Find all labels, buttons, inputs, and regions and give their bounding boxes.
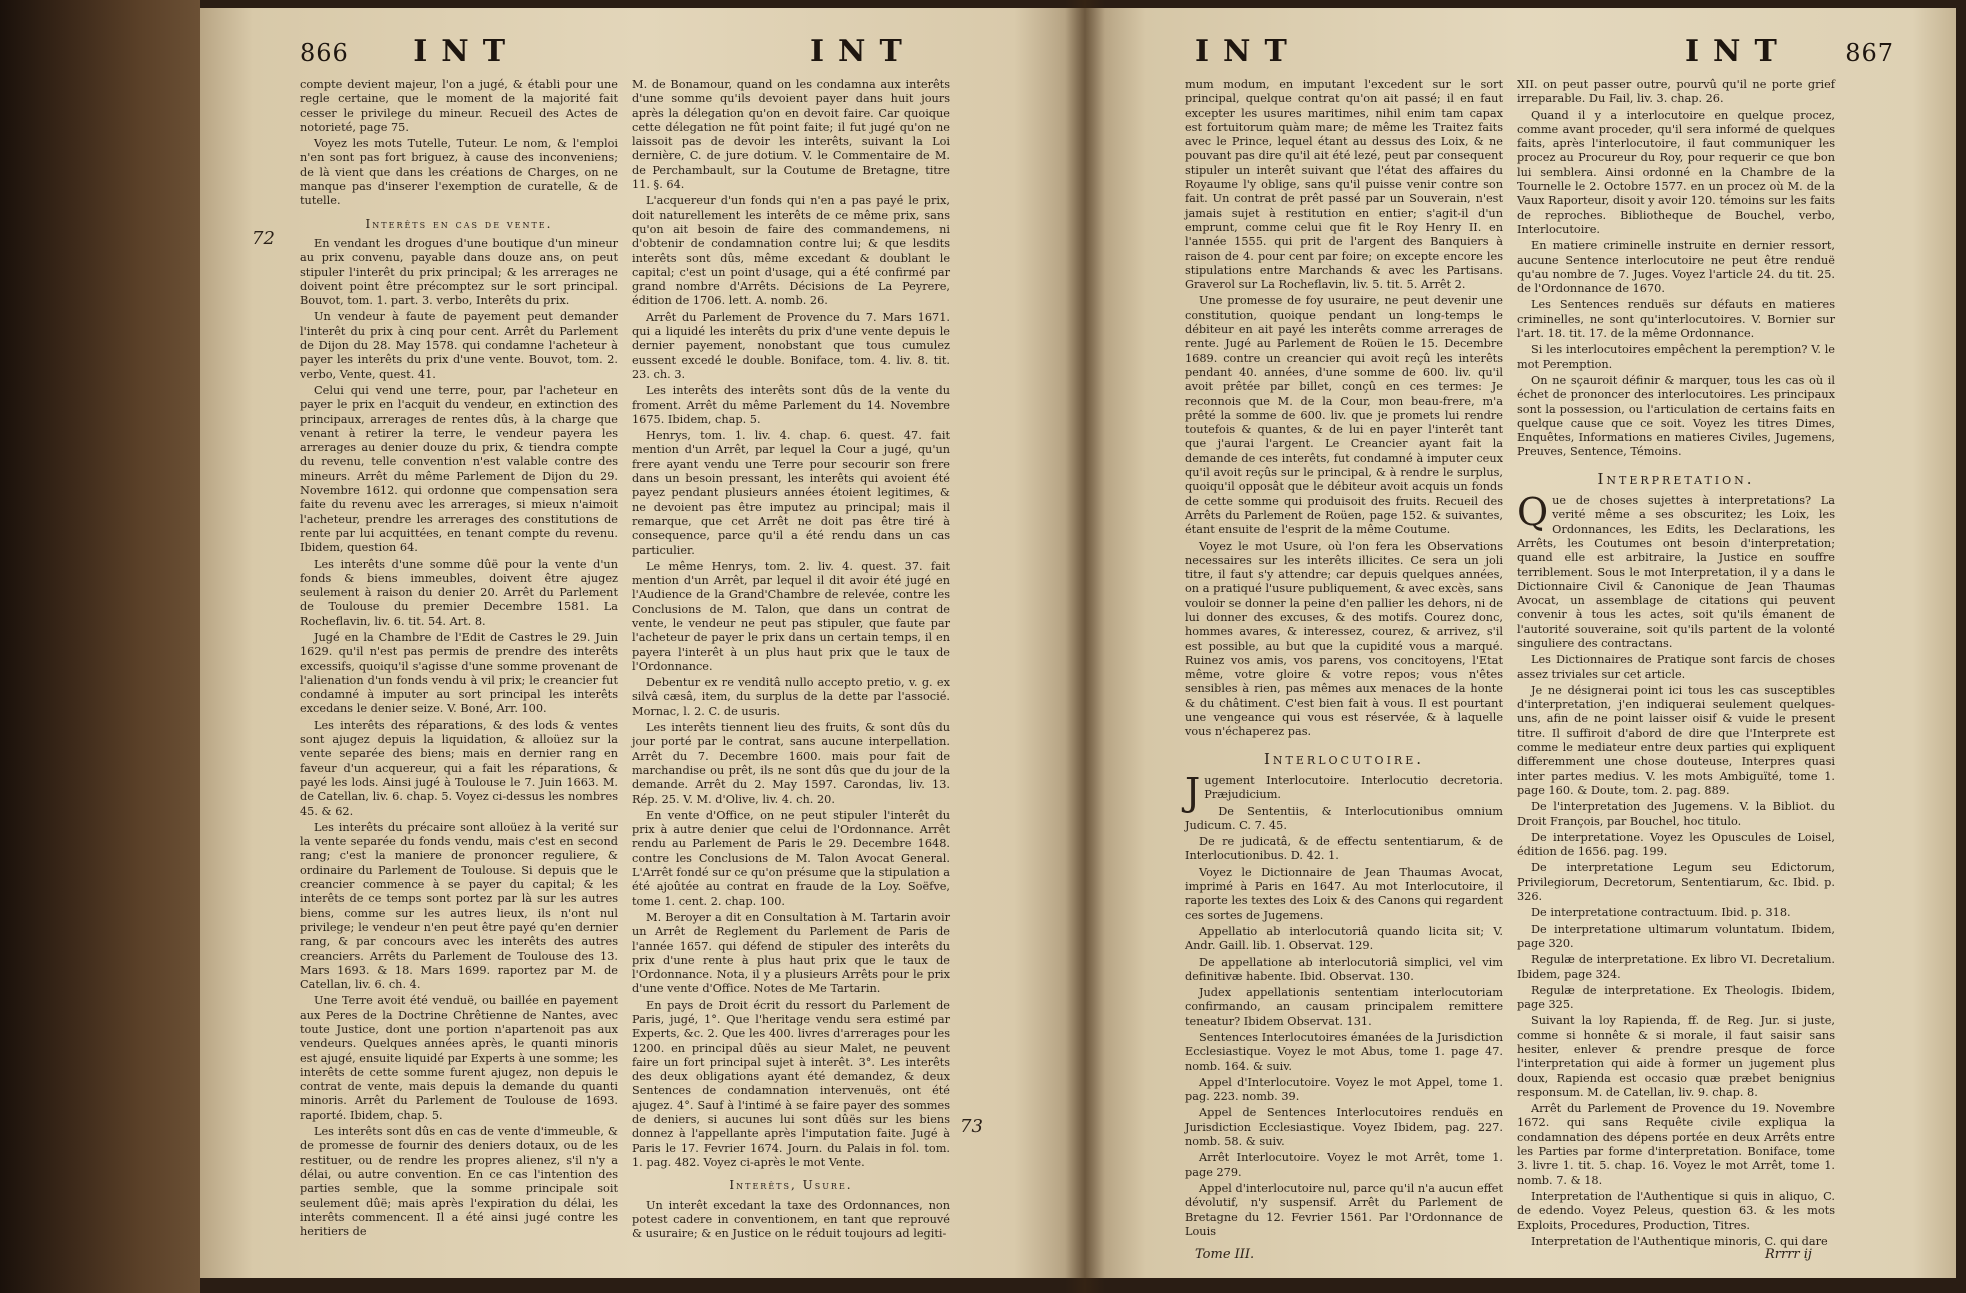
paragraph: Debentur ex re venditâ nullo accepto pretio, v. g. ex silvâ cæsâ, item, du surplus de la dette par l'associé. Mornac, l. 2. C. de usuris. [632,676,950,718]
paragraph: L'acquereur d'un fonds qui n'en a pas payé le prix, doit naturellement les interêts de ce même prix, sans qu'on ait besoin de faire des commandemens, ni d'obtenir de condamnation contre lui; & que lesdits interêts sont dûs, même excedant & doublant le capital; c'est un point d'usage, qui a été confirmé par grand nombre d'Arrêts. Décisions de La Peyrere, édition de 1706. lett. A. nomb. 26. [632,194,950,308]
paragraph: En vente d'Office, on ne peut stipuler l'interêt du prix à autre denier que celui de l'Ordonnance. Arrêt rendu au Parlement de Paris le 29. Decembre 1648. contre les Conclusions de M. Talon Avocat General. L'Arrêt fondé sur ce qu'on présume que la stipulation a été ajoûtée au contrat en fraude de la Loy. Soëfve, tome 1. cent. 2. chap. 100. [632,808,950,908]
paragraph: Quand il y a interlocutoire en quelque procez, comme avant proceder, qu'il sera informé de quelques faits, après l'interlocutoire, il faut communiquer les procez au Procureur du Roy, pour requerir ce que bon lui semblera. Ainsi ordonné en la Chambre de la Tournelle le 2. Octobre 1577. en un procez où M. de la Vaux Raporteur, disoit y avoir 120. témoins sur les faits de reproches. Bibliotheque de Bouchel, verbo, Interlocutoire. [1517,108,1835,236]
paragraph: Si les interlocutoires empêchent la peremption? V. le mot Peremption. [1517,343,1835,371]
paragraph: Une Terre avoit été venduë, ou baillée en payement aux Peres de la Doctrine Chrêtienne de Nantes, avec toute Justice, dont une portion n'apartenoit pas aux vendeurs. Quelques années après, le quanti minoris est ajugé, ensuite liquidé par Experts à une somme; les interêts de cette somme furent ajugez, non depuis le contrat de vente, mais depuis la demande du quanti minoris. Arrêt du Parlement de Toulouse de 1693. raporté. Ibidem, chap. 5. [300,994,618,1122]
drop-cap: J [1185,769,1201,814]
paragraph: Je ne désignerai point ici tous les cas susceptibles d'interpretation, j'en indiquerai seulement quelques-uns, afin de ne point laisser oisif & vuide le present titre. Il suffiroit d'abord de dire que l'Interprete est comme le mediateur entre deux parties qui expliquent differemment une chose douteuse, Interpres quasi inter partes medius. V. les mots Ambiguïté, tome 1. page 160. & Doute, tom. 2. pag. 889. [1517,683,1835,797]
paragraph: De appellatione ab interlocutoriâ simplici, vel vim definitivæ habente. Ibid. Observat. 130. [1185,955,1503,983]
paragraph: Judex appellationis sententiam interlocutoriam confirmando, an causam principalem remittere teneatur? Ibidem Observat. 131. [1185,986,1503,1028]
paragraph: Jugé en la Chambre de l'Edit de Castres le 29. Juin 1629. qu'il n'est pas permis de prendre des interêts excessifs, quoiqu'il s'agisse d'une somme provenant de l'alienation d'un fonds vendu à vil prix; le creancier fut condamné à imputer au sort principal les interêts excedans le denier seize. V. Boné, Arr. 100. [300,630,618,716]
paragraph [1185,769,1503,814]
section-heading: Interêts, Usure. [729,1178,853,1193]
paragraph: En pays de Droit écrit du ressort du Parlement de Paris, jugé, 1°. Que l'heritage vendu sera estimé par Experts, &c. 2. Que les 400. livres d'arrerages pour les 1200. en principal dûës au sieur Malet, ne peuvent faire un fort principal sujet à interêt. 3°. Les interêts des deux obligations ayant été demandez, & deux Sentences de condamnation intervenuës, ont été ajugez. 4°. Sauf à l'intimé à se faire payer des sommes de deniers, si aucunes lui sont dûës sur les biens donnez à l'appellante après l'imputation faite. Jugé à Paris le 17. Fevrier 1674. Journ. du Palais in fol. tom. 1. pag. 482. Voyez ci-après le mot Vente. [632,998,950,1169]
paragraph: Celui qui vend une terre, pour, par l'acheteur en payer le prix en l'acquit du vendeur, en extinction des principaux, arrerages de rentes dûs, à la charge que venant à retirer la terre, le vendeur payera les arrerages au denier douze du prix, & tiendra compte du revenu, telle convention n'est valable contre des mineurs. Arrêt du même Parlement de Dijon du 29. Novembre 1612. qui ordonne que compensation sera faite du revenu avec les arrerages, si mieux n'aimoit l'acheteur, prendre les arrerages des constitutions de rente par lui acquittées, en tenant compte du revenu. Ibidem, question 64. [300,383,618,555]
paragraph: M. Beroyer a dit en Consultation à M. Tartarin avoir un Arrêt de Reglement du Parlement de Paris de l'année 1657. qui défend de stipuler des interêts du prix d'une rente à plus haut prix que le taux de l'Ordonnance. Nota, il y a plusieurs Arrêts pour le prix d'une vente d'Office. Notes de Me Tartarin. [632,910,950,996]
paragraph: Appellatio ab interlocutoriâ quando licita sit; V. Andr. Gaill. lib. 1. Observat. 129. [1185,924,1503,953]
paragraph: Appel d'Interlocutoire. Voyez le mot Appel, tome 1. pag. 223. nomb. 39. [1185,1075,1503,1104]
paragraph: Les interêts sont dûs en cas de vente d'immeuble, & de promesse de fournir des deniers dotaux, ou de les restituer, ou de rendre les propres alienez, s'il n'y a délai, ou autre convention. En ce cas l'intention des parties semble, que la somme principale soit seulement dûë; mais après l'expiration du délai, les interêts commencent. Il a été ainsi jugé contre les heritiers de [300,1125,618,1239]
paragraph: Voyez le mot Usure, où l'on fera les Observations necessaires sur les interêts illicites. Ce sera un joli titre, il faut s'y attendre; car depuis quelques années, on a pratiqué l'usure publiquement, & avec excès, sans vouloir se donner la peine d'en pallier les dehors, ni de lui donner des excuses, & des motifs. Courez donc, hommes avares, & interessez, courez, & arrivez, s'il est possible, au but que la cupidité vous a marqué. Ruinez vos amis, vos parens, vos concitoyens, l'Etat même, votre gloire & votre repos; vous n'êtes sensibles à rien, pas mêmes aux menaces de la honte & du châtiment. C'est bien fait à vous. Il est pourtant une vengeance qui vous est réservée, & à laquelle vous n'échaperez pas. [1185,539,1503,739]
paragraph [1517,490,1835,651]
paragraph: On ne sçauroit définir & marquer, tous les cas où il échet de prononcer des interlocutoires. Les principaux sont la possession, ou l'articulation de certains faits en quelque cause que ce soit. Voyez les titres Dimes, Enquêtes, Informations en matieres Civiles, Jugemens, Preuves, Sentence, Témoins. [1517,373,1835,459]
paragraph: Les Sentences renduës sur défauts en matieres criminelles, ne sont qu'interlocutoires. V. Bornier sur l'art. 18. tit. 17. de la même Ordonnance. [1517,298,1835,341]
paragraph: De re judicatâ, & de effectu sententiarum, & de Interlocutionibus. D. 42. 1. [1185,835,1503,863]
paragraph: Arrêt Interlocutoire. Voyez le mot Arrêt, tome 1. page 279. [1185,1151,1503,1179]
paragraph: De interpretatione. Voyez les Opuscules de Loisel, édition de 1656. pag. 199. [1517,830,1835,859]
paragraph: Appel d'interlocutoire nul, parce qu'il n'a aucun effet dévolutif, n'y suspensif. Arrêt du Parlement de Bretagne du 12. Fevrier 1561. Par l'Ordonnance de Louis [1185,1181,1503,1238]
paragraph: De l'interpretation des Jugemens. V. la Bibliot. du Droit François, par Bouchel, hoc titulo. [1517,800,1835,828]
paragraph: Les interêts du précaire sont alloüez à la verité sur la vente separée du fonds vendu, mais c'est en second rang; c'est la maniere de prononcer reguliere, & ordinaire du Parlement de Toulouse. Si depuis que le creancier commence à se payer du capital; & les interêts de ce temps sont portez par là sur les autres biens, comme sur les autres lieux, ils n'ont nul privilege; le vendeur n'en peut être payé qu'en dernier rang, & par concours avec les interêts des autres creanciers. Arrêts du Parlement de Toulouse des 13. Mars 1693. & 18. Mars 1699. raportez par M. de Catellan, liv. 6. ch. 4. [300,820,618,992]
right-column-2 [1517,78,1835,1248]
paragraph: Voyez le Dictionnaire de Jean Thaumas Avocat, imprimé à Paris en 1647. Au mot Interlocutoire, il raporte les textes des Loix & des Canons qui regardent ces sortes de Jugemens. [1185,865,1503,922]
right-head-word-2: INT [1685,34,1791,69]
paragraph: Un vendeur à faute de payement peut demander l'interêt du prix à cinq pour cent. Arrêt du Parlement de Dijon du 28. May 1578. qui condamne l'acheteur à payer les interêts du prix d'une vente. Bouvot, tom. 2. verbo, Vente, quest. 41. [300,310,618,381]
paragraph: Les interêts d'une somme dûë pour la vente d'un fonds & biens immeubles, doivent être ajugez seulement à raison du denier 20. Arrêt du Parlement de Toulouse du premier Decembre 1581. La Rocheflavin, liv. 6. tit. 54. Art. 8. [300,557,618,628]
paragraph: De Sententiis, & Interlocutionibus omnium Judicum. C. 7. 45. [1185,804,1503,832]
margin-number-72: 72 [252,228,275,249]
right-head-left [1195,34,1301,74]
left-column-2 [632,78,950,1258]
paragraph: mum modum, en imputant l'excedent sur le sort principal, quelque contrat qu'on ait passé; il en faut excepter les usures maritimes, nihil enim tam capax est fortuitorum quàm mare; de même les Traitez faits avec le Prince, lequel étant au dessus des Loix, & ne pouvant pas dire qu'il ait été lezé, peut par consequent stipuler un interêt suivant que l'état des affaires du Royaume l'y oblige, sans qu'il puisse venir contre son fait. Un contrat de prêt passé par un Souverain, n'est jamais sujet à restitution en entier; s'agit-il d'un emprunt, comme celui que fit le Roy Henry II. en l'année 1555. qui prit de l'argent des Banquiers à raison de 4. pour cent par foire; on excepte encore les stipulations entre Marchands & avec les Partisans. Graverol sur La Rocheflavin, liv. 5. tit. 5. Arrêt 2. [1185,78,1503,292]
paragraph: De interpretatione Legum seu Edictorum, Privilegiorum, Decretorum, Sententiarum, &c. Ibid. p. 326. [1517,861,1835,904]
paragraph: Une promesse de foy usuraire, ne peut devenir une constitution, quoique pendant un long-temps le débiteur en ait payé les interêts comme arrerages de rente. Jugé au Parlement de Roüen le 15. Decembre 1689. contre un creancier qui avoit reçû les interêts pendant 40. années, d'une somme de 600. liv. qu'il avoit prêtée par billet, conçû en ces termes: Je reconnois que M. de la Cour, mon beau-frere, m'a prêté la somme de 600. liv. que je promets lui rendre toutefois & quantes, & de lui en payer l'interêt tant que j'aurai l'argent. Le Creancier ayant fait la demande de ces interêts, fut condamné à imputer ceux qu'il avoit reçûs sur le principal, & à rendre le surplus, quoiqu'il opposât que le débiteur avoit acquis un fonds de cette somme qui produisoit des fruits. Recueil des Arrêts du Parlement de Roüen, page 152. & suivantes, étant ensuite de l'esprit de la même Coutume. [1185,294,1503,537]
paragraph: compte devient majeur, l'on a jugé, & établi pour une regle certaine, que le moment de la majorité fait cesser le privilege du mineur. Recueil des Actes de notorieté, page 75. [300,78,618,134]
paragraph: Regulæ de interpretatione. Ex libro VI. Decretalium. Ibidem, page 324. [1517,953,1835,981]
paragraph: Regulæ de interpretatione. Ex Theologis. Ibidem, page 325. [1517,983,1835,1012]
section-heading: Interpretation. [1597,469,1755,488]
paragraph-text: ue de choses sujettes à interpretations? La verité même a ses obscuritez; les Loix, les Ordonnances, les Edits, les Declarations, les Arrêts, les Coutumes ont besoin d'interpretation; quand elle est arbitraire, la Justice en souffre terriblement. Sous le mot Interpretation, il y a dans le Dictionnaire Civil & Canonique de Jean Thaumas Avocat, un assemblage de citations qui peuvent convenir à tous les actes, soit qu'ils émanent de l'autorité souveraine, soit qu'ils partent de la volonté singuliere des contractans. [1517,494,1835,650]
paragraph: De interpretatione contractuum. Ibid. p. 318. [1531,906,1791,920]
book-spine [0,0,200,1293]
paragraph: Un interêt excedant la taxe des Ordonnances, non potest cadere in conventionem, en tant que reprouvé & usuraire; & en Justice on le réduit toujours ad legiti- [632,1198,950,1241]
section-heading: Interlocutoire. [1264,749,1424,768]
section-heading: Interêts en cas de vente. [365,216,553,231]
paragraph: M. de Bonamour, quand on les condamna aux interêts d'une somme qu'ils devoient payer dans huit jours après la délegation qu'on en devoit faire. Car quoique cette délegation ne fût point faite; il fut jugé qu'on ne laissoit pas de devoir les interêts, suivant la Loi dernière, C. de jure dotium. V. le Commentaire de M. de Perchambault, sur la Coutume de Bretagne, titre 11. §. 64. [632,78,950,192]
left-head-word-1: INT [413,34,520,69]
left-head-right [810,34,916,74]
paragraph-text: ugement Interlocutoire. Interlocutio decretoria. Præjudicium. [1204,773,1503,802]
right-head-word-1: INT [1195,34,1301,69]
paragraph: Voyez les mots Tutelle, Tuteur. Le nom, & l'emploi n'en sont pas fort briguez, à cause des inconveniens; de là vient que dans les créations de Charges, on ne manque pas d'inserer l'exemption de curatelle, & de tutelle. [300,137,618,208]
right-running-head [1685,34,1894,74]
paragraph: Les interêts des réparations, & des lods & ventes sont ajugez depuis la liquidation, & alloüez sur la vente separée des biens; mais en dernier rang en faveur d'un acquereur, qui a fait les réparations, & payé les lods. Ainsi jugé à Toulouse le 7. Juin 1663. M. de Catellan, liv. 6. chap. 5. Voyez ci-dessus les nombres 45. & 62. [300,718,618,818]
left-page-number: 866 [300,39,349,67]
paragraph: En vendant les drogues d'une boutique d'un mineur au prix convenu, payable dans douze ans, on peut stipuler l'interêt du prix principal; & les arrerages ne doivent point être précomptez sur le sort principal. Bouvot, tom. 1. part. 3. verbo, Interêts du prix. [300,236,618,308]
paragraph: Les Dictionnaires de Pratique sont farcis de choses assez triviales sur cet article. [1517,653,1835,681]
paragraph: Arrêt du Parlement de Provence du 19. Novembre 1672. qui sans Requête civile expliqua la condamnation des dépens portée en deux Arrêts entre les Parties par forme d'interpretation. Boniface, tome 3. livre 1. tit. 5. chap. 16. Voyez le mot Arrêt, tome 1. nomb. 7. & 18. [1517,1102,1835,1187]
drop-cap: Q [1517,490,1549,535]
footer-volume: Tome III. [1195,1247,1255,1262]
left-head-word-2: INT [810,34,916,69]
paragraph: Interpretation de l'Authentique minoris, C. qui dare [1531,1234,1828,1248]
paragraph: XII. on peut passer outre, pourvû qu'il ne porte grief irreparable. Du Fail, liv. 3. chap. 26. [1517,78,1835,106]
paragraph: Les interêts des interêts sont dûs de la vente du froment. Arrêt du même Parlement du 14. Novembre 1675. Ibidem, chap. 5. [632,384,950,426]
paragraph: Sentences Interlocutoires émanées de la Jurisdiction Ecclesiastique. Voyez le mot Abus, tome 1. page 47. nomb. 164. & suiv. [1185,1031,1503,1073]
right-page [1085,8,1956,1278]
paragraph: De interpretatione ultimarum voluntatum. Ibidem, page 320. [1517,922,1835,950]
paragraph: Interpretation de l'Authentique si quis in aliquo, C. de edendo. Voyez Peleus, question 63. & les mots Exploits, Procedures, Production, Titres. [1517,1189,1835,1232]
left-column-1 [300,78,618,1258]
paragraph: Arrêt du Parlement de Provence du 7. Mars 1671. qui a liquidé les interêts du prix d'une vente depuis le dernier payement, nonobstant que tous cumulez eussent excedé le double. Boniface, tom. 4. liv. 8. tit. 23. ch. 3. [632,310,950,381]
right-page-number: 867 [1845,39,1895,67]
right-column-1 [1185,78,1503,1238]
paragraph: Le même Henrys, tom. 2. liv. 4. quest. 37. fait mention d'un Arrêt, par lequel il dit avoir été jugé en l'Audience de la Grand'Chambre de relevée, contre les Conclusions de M. Talon, que dans un contrat de vente, le vendeur ne peut pas stipuler, que faute par l'acheteur de payer le prix dans un certain temps, il en payera l'interêt à un plus haut prix que le taux de l'Ordonnance. [632,559,950,673]
paragraph: Suivant la loy Rapienda, ff. de Reg. Jur. si juste, comme si honnête & si morale, il faut saisir sans hesiter, enlever & prendre presque de force l'interpretation qui aide à former un jugement plus doux, Rapienda est occasio quæ præbet benignius responsum. M. de Catellan, liv. 9. chap. 8. [1517,1014,1835,1099]
paragraph: Appel de Sentences Interlocutoires renduës en Jurisdiction Ecclesiastique. Voyez Ibidem, pag. 227. nomb. 58. & suiv. [1185,1106,1503,1149]
paragraph: En matiere criminelle instruite en dernier ressort, aucune Sentence interlocutoire ne peut être renduë qu'au nombre de 7. Juges. Voyez l'article 24. du tit. 25. de l'Ordonnance de 1670. [1517,239,1835,296]
left-running-head [300,34,519,74]
signature-mark: Rrrrr ij [1765,1247,1812,1262]
margin-number-73: 73 [960,1116,983,1137]
left-page [200,8,1085,1278]
paragraph: Les interêts tiennent lieu des fruits, & sont dûs du jour porté par le contrat, sans aucune interpellation. Arrêt du 7. Decembre 1600. mais pour fait de marchandise ou prêt, ils ne sont dûs que du jour de la demande. Arrêt du 2. May 1597. Carondas, liv. 13. Rép. 25. V. M. d'Olive, liv. 4. ch. 20. [632,721,950,806]
paragraph: Henrys, tom. 1. liv. 4. chap. 6. quest. 47. fait mention d'un Arrêt, par lequel la Cour a jugé, qu'un frere ayant vendu une Terre pour secourir son frere dans un besoin pressant, les interêts qui avoient été payez pendant plusieurs années étoient legitimes, & ne devoient pas être imputez au principal; mais il remarque, que cet Arrêt ne doit pas être tiré à consequence, parce qu'il a été rendu dans un cas particulier. [632,429,950,557]
